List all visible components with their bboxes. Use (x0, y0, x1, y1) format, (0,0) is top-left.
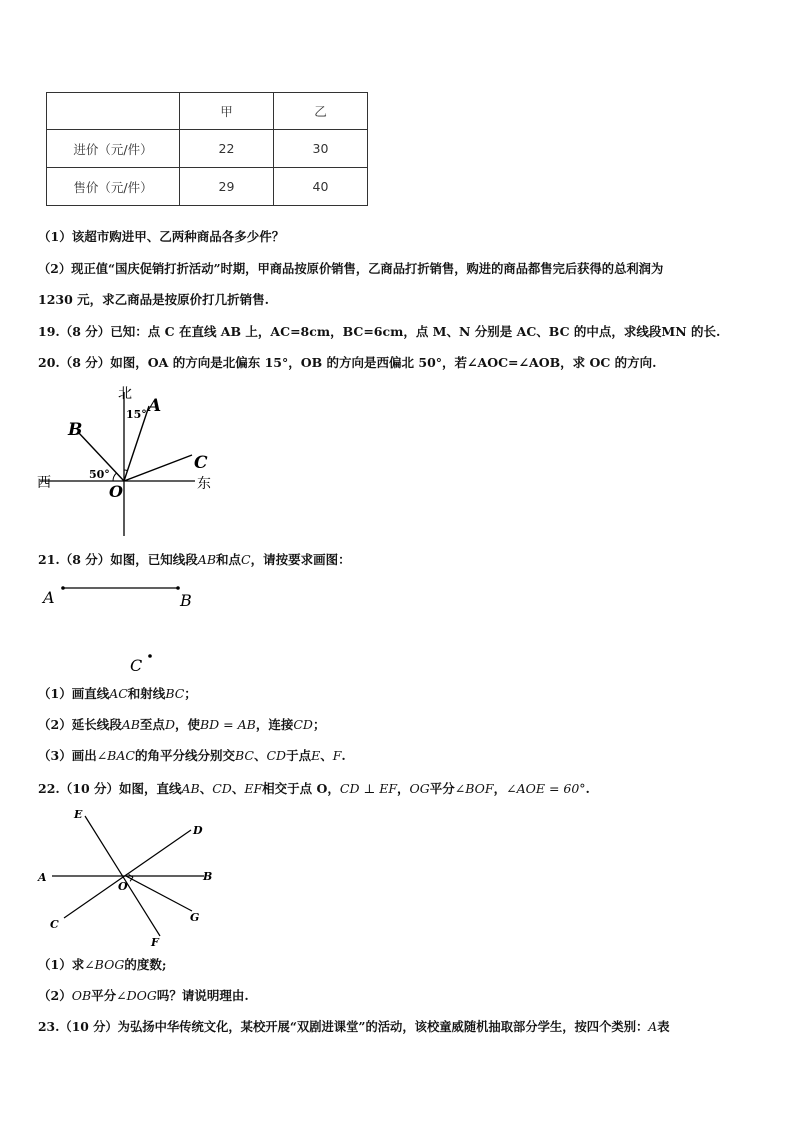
q21-p2-b: 至点 (139, 717, 165, 732)
q21-p3-d: 于点 (286, 748, 312, 763)
q21-p2-a: （2）延长线段 (38, 717, 122, 732)
cell: 29 (180, 168, 274, 206)
q21-p1-bc: BC (165, 686, 185, 701)
label-o: O (109, 482, 123, 501)
q22-pre: 22.（10 分）如图，直线 (38, 781, 182, 796)
q22-ab: AB (181, 781, 200, 796)
q21-p3-cd: CD (266, 748, 287, 763)
q22-part2 (38, 988, 249, 1004)
q22-p2-dog: ∠DOG (116, 988, 157, 1003)
label-c: C (50, 918, 59, 931)
q21-p2-d: D (164, 717, 175, 732)
table-header-jia: 甲 (180, 93, 274, 130)
table-row (47, 130, 368, 168)
q21-c: C (241, 552, 251, 567)
q21-figure (38, 578, 208, 678)
label-angle-50: 50° (89, 468, 110, 481)
q22-cd: CD (212, 781, 232, 796)
q22-p1-a: （1）求 (38, 957, 85, 972)
q22-figure (34, 804, 224, 950)
q22-aoe: ∠AOE = 60° (506, 781, 586, 796)
label-c: C (194, 453, 208, 473)
q21-p3-f: 、 (320, 748, 333, 763)
q22-p1-bog: ∠BOG (84, 957, 125, 972)
q21-p3-a: （3）画出 (38, 748, 97, 763)
q19-text: 19.（8 分）已知：点 C 在直线 AB 上，AC=8cm，BC=6cm，点 M、N 分别是 AC、BC 的中点，求线段MN 的长. (38, 324, 721, 339)
q22-mid3: 平分 (429, 781, 455, 796)
q22-p1-b: 的度数; (124, 957, 167, 972)
table-header-yi: 乙 (274, 93, 368, 130)
q22-mid4: ， (493, 781, 507, 796)
q21-p3-ff: F (332, 748, 342, 763)
q20-text: 20.（8 分）如图，OA 的方向是北偏东 15°，OB 的方向是西偏北 50°，若∠AOC=∠AOB，求 OC 的方向. (38, 355, 657, 370)
cell: 40 (274, 168, 368, 206)
q21-p1-b: 和射线 (127, 686, 166, 701)
row-label: 进价（元/件） (47, 130, 180, 168)
q21-p3-bc: BC (234, 748, 254, 763)
q21-text (38, 552, 351, 568)
price-table (46, 92, 368, 206)
row-label: 售价（元/件） (47, 168, 180, 206)
q21-ab: AB (197, 552, 217, 567)
q22-mid2: ， (397, 781, 410, 796)
q21-p3-e: E (311, 748, 321, 763)
label-d: D (193, 824, 203, 837)
q21-p2-c: ，使 (174, 717, 200, 732)
q23-a: A (648, 1020, 658, 1034)
q22-end: . (585, 781, 590, 796)
label-c: C (130, 656, 143, 675)
label-f: F (151, 936, 159, 949)
q21-p3-g: . (341, 748, 346, 763)
label-east: 东 (197, 476, 211, 492)
label-g: G (190, 911, 200, 924)
q21-mid: 和点 (216, 552, 242, 567)
q21-p2-cd: CD (293, 717, 313, 732)
q21-tail: ，请按要求画图： (250, 552, 351, 567)
q22-p2-c: 吗？请说明理由. (156, 988, 249, 1003)
ray-og (126, 876, 192, 911)
q22-ef: EF (244, 781, 263, 796)
q21-p2-d2: ，连接 (255, 717, 294, 732)
label-a: A (43, 588, 55, 607)
q22-sep1: 、 (199, 781, 213, 796)
q21-p1-a: （1）画直线 (38, 686, 110, 701)
q18-part1: （1）该超市购进甲、乙两种商品各多少件？ (38, 229, 285, 244)
q21-p3-bac: ∠BAC (96, 748, 135, 763)
point-b (176, 586, 180, 590)
q21-p2-ab: AB (121, 717, 140, 732)
q18-part2-line1: （2）现正值“国庆促销打折活动”时期，甲商品按原价销售，乙商品打折销售，购进的商品都售完后获得的总利润为 (38, 261, 664, 276)
q23-tail: 表 (657, 1019, 670, 1034)
q21-p3-c: 、 (253, 748, 267, 763)
q21-part2 (38, 717, 325, 733)
label-b: B (180, 591, 192, 610)
q22-part1 (38, 957, 166, 973)
cell: 22 (180, 130, 274, 168)
label-e: E (74, 808, 83, 821)
q22-p2-b: 平分 (91, 988, 117, 1003)
q22-mid: 相交于点 O， (262, 781, 340, 796)
cell: 30 (274, 130, 368, 168)
angle-arc-15 (124, 470, 128, 471)
q21-part3 (38, 748, 346, 764)
angle-arc-50 (113, 473, 117, 481)
q22-p2-ob: OB (71, 988, 92, 1003)
line-cd (64, 830, 191, 918)
q21-p1-c: ； (184, 686, 197, 701)
ray-oc (124, 455, 192, 481)
q22-perp: CD ⊥ EF (339, 781, 397, 796)
q21-p2-e: ； (312, 717, 326, 732)
q18-part2-line2: 1230 元，求乙商品是按原价打几折销售. (38, 292, 269, 307)
q22-sep2: 、 (231, 781, 245, 796)
label-a: A (148, 396, 162, 416)
q22-bof: ∠BOF (454, 781, 494, 796)
point-c (148, 654, 152, 658)
q23-body: 23.（10 分）为弘扬中华传统文化，某校开展“双剧进课堂”的活动，该校童威随机抽取部分学生，按四个类别： (38, 1019, 649, 1034)
q23-text (38, 1019, 670, 1035)
q22-text (38, 781, 590, 797)
label-o: O (118, 880, 128, 893)
q20-compass-figure (30, 380, 230, 540)
q21-intro: 21.（8 分）如图，已知线段 (38, 552, 198, 567)
table-header-blank (47, 93, 180, 130)
table-row (47, 168, 368, 206)
q21-p3-b: 的角平分线分别交 (134, 748, 235, 763)
q22-p2-a: （2） (38, 988, 72, 1003)
label-angle-15: 15° (126, 408, 147, 421)
q22-og: OG (409, 781, 430, 796)
label-west: 西 (37, 475, 51, 491)
label-north: 北 (118, 386, 132, 402)
q21-p2-eq: BD = AB (199, 717, 256, 732)
label-b: B (203, 870, 213, 883)
label-b: B (68, 420, 83, 440)
q21-p1-ac: AC (109, 686, 128, 701)
label-a: A (38, 871, 47, 884)
q21-part1 (38, 686, 197, 702)
point-a (61, 586, 65, 590)
